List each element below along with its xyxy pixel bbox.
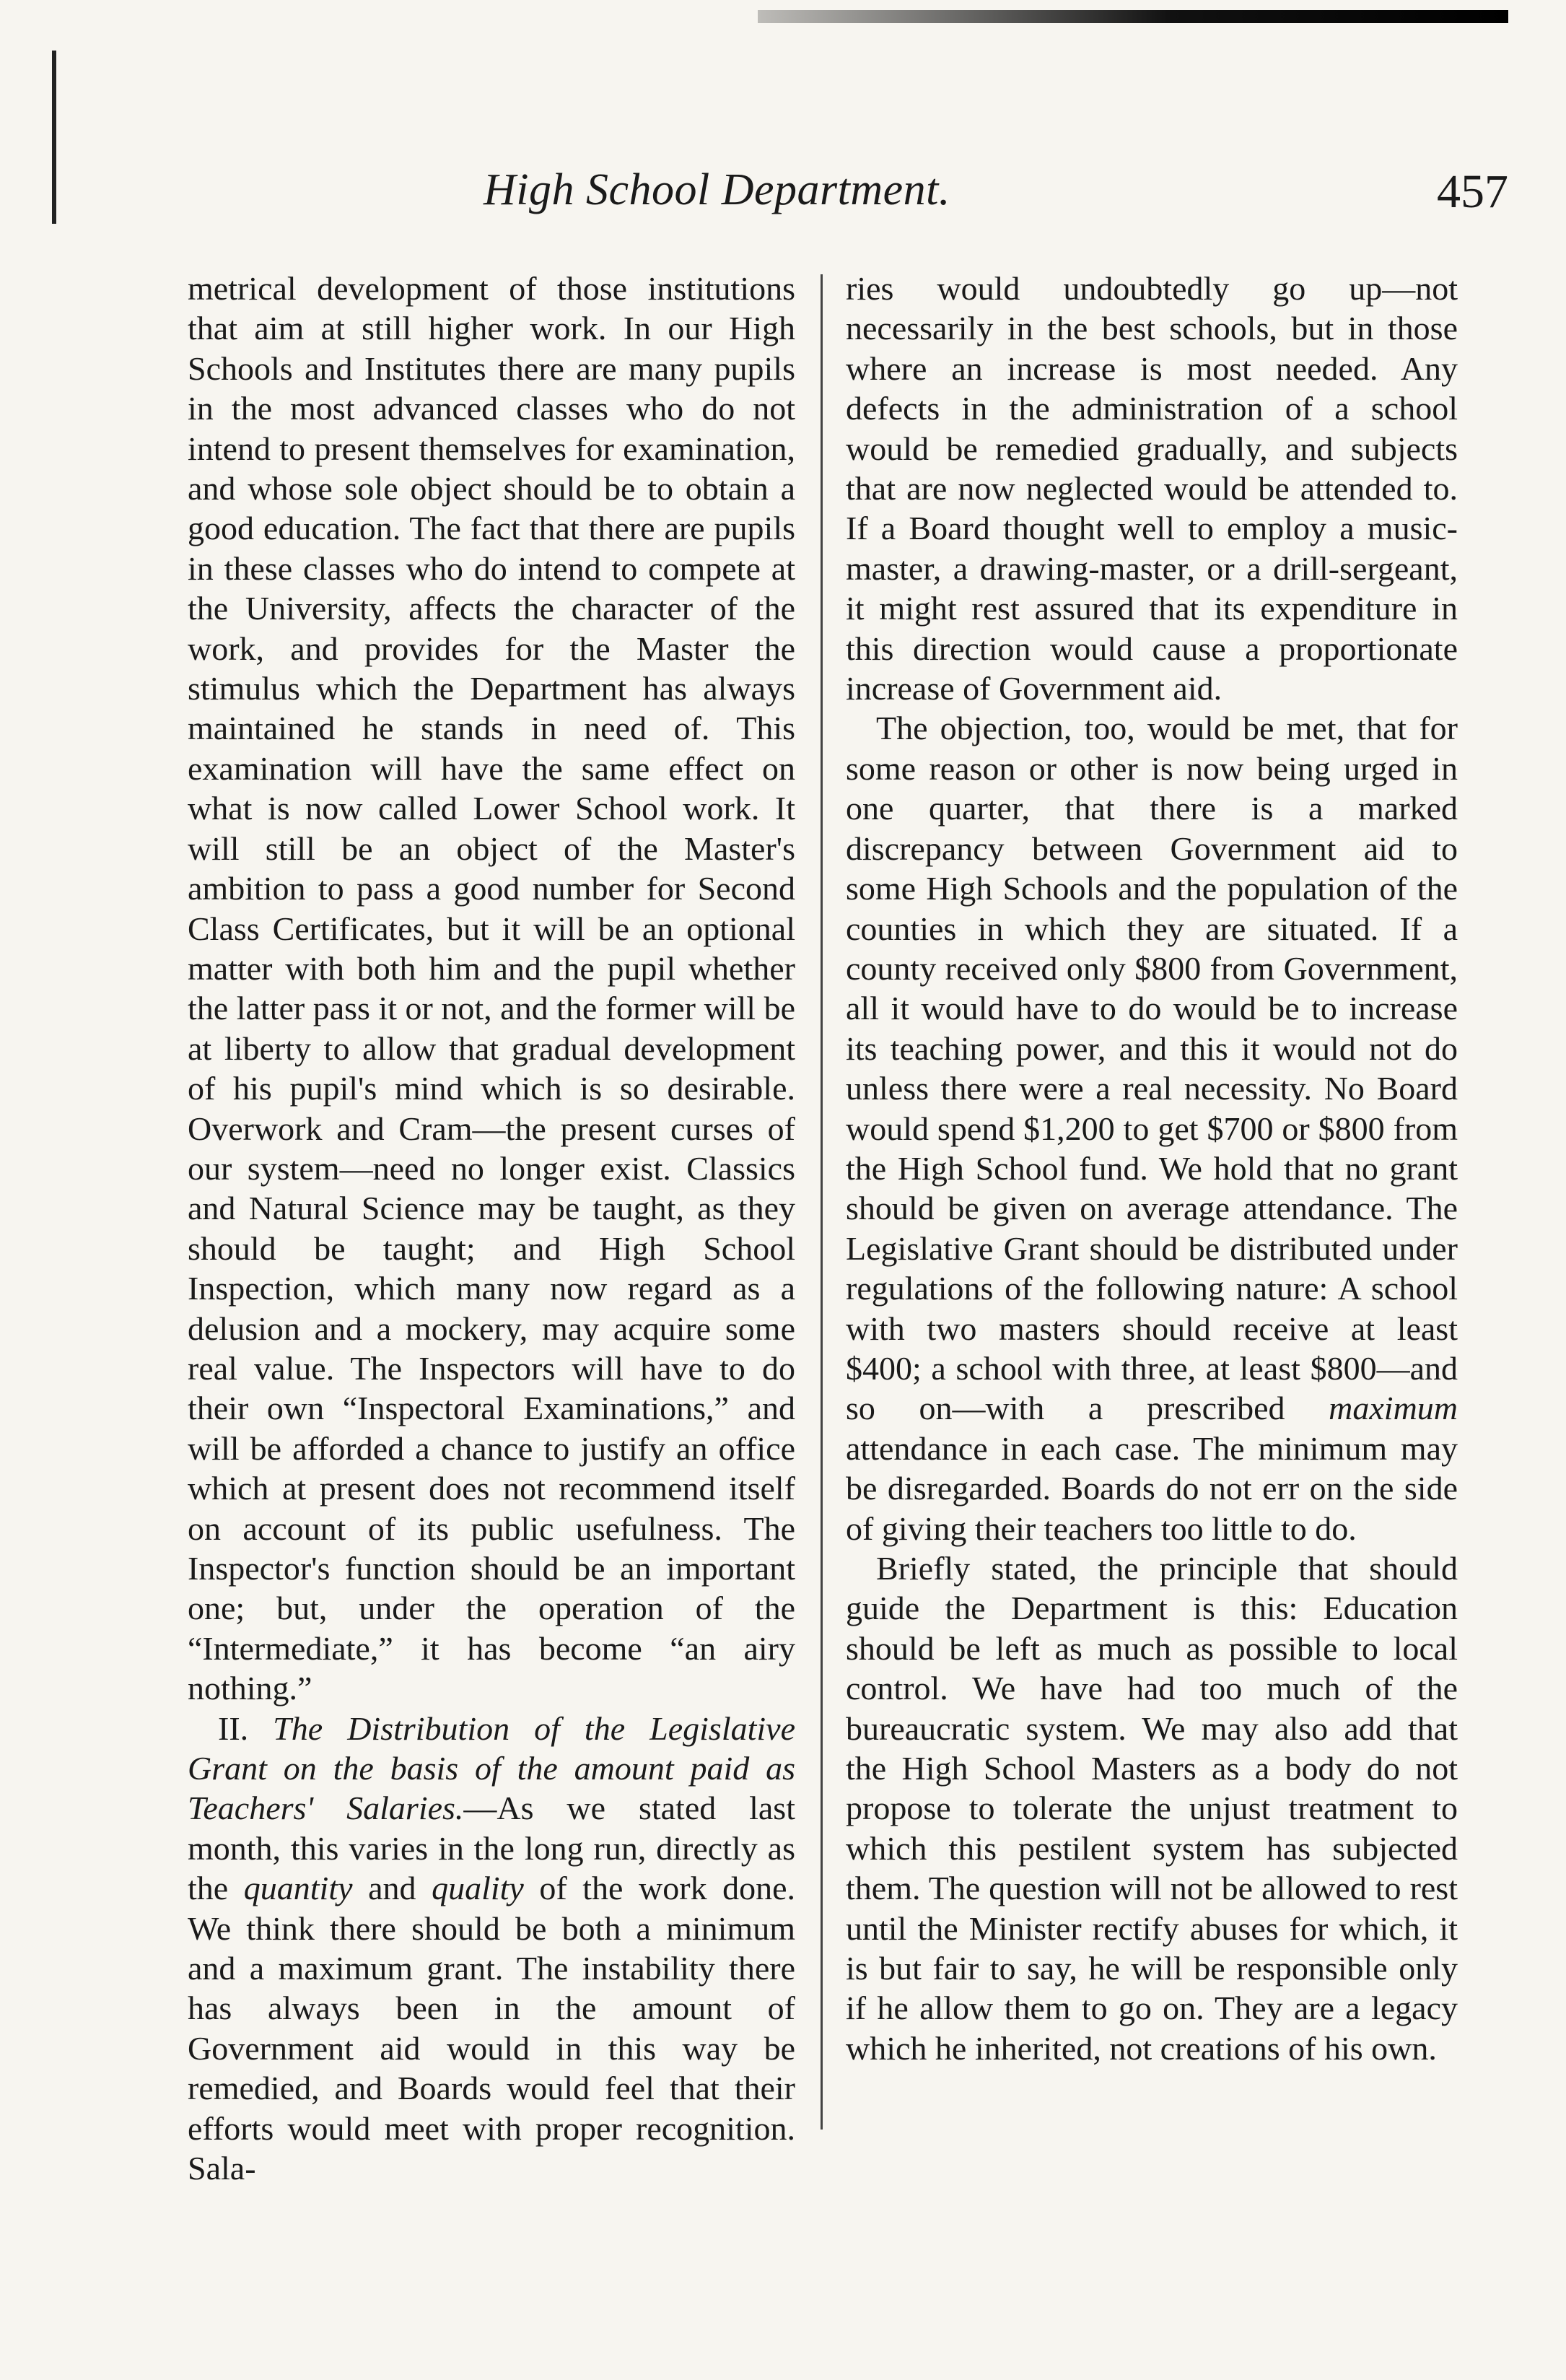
paragraph-distribution: II. The Distribution of the Legislative Grant on the basis of the amount paid as Teachers' Salaries.—As we stated last month, this varies in the long run, directly as the quantity and quality of the work done. We think there should be both a minimum and a maximum grant. The instability there has always been in the amount of Government aid would in this way be remedied, and Boards would feel that their efforts would meet with proper recognition. Sala- [188,1709,796,2187]
page-number: 457 [1437,165,1508,218]
section-numeral: II. [218,1709,249,1747]
paragraph: The objection, too, would be met, that for some reason or other is now being urged in one quarter, that there is a marked discrepancy between Government aid to some High Schools and the population of the counties in which they are situated. If a county received only $800 from Government, all it would have to do would be to increase its teaching power, and this it would not do unless there were a real necessity. No Board would spend $1,200 to get $700 or $800 from the High School fund. We hold that no grant should be given on average attendance. The Legislative Grant should be distributed under regulations of the following nature: A school with two masters should receive at least $400; a school with three, at least $800—and so on—with a prescribed maximum attendance in each case. The minimum may be disregarded. Boards do not err on the side of giving their teachers too little to do. [846,710,1458,1547]
section-heading: The Distribution of the Legislative Grant on the basis of the amount paid as Teachers' Salaries. [188,1709,796,1827]
left-column [188,269,795,2189]
column-divider [821,274,823,2130]
paragraph: Briefly stated, the principle that should guide the Department is this: Education should be left as much as possible to local control. We have had too much of the bureaucratic system. We may also add that the High School Masters as a body do not propose to tolerate the unjust treatment to which this pestilent system has subjected them. The question will not be allowed to rest until the Minister rectify abuses for which, it is but fair to say, he will be responsible only if he allow them to go on. They are a legacy which he inherited, not creations of his own. [846,1550,1458,2067]
scan-margin-mark [52,51,56,224]
page-header [188,152,1508,231]
paragraph: ries would undoubtedly go up—not necessarily in the best schools, but in those where an increase is most needed. Any defects in the administration of a school would be remedied gradually, and subjects that are now neglected would be attended to. If a Board thought well to employ a music-master, a drawing-master, or a drill-sergeant, it might rest assured that its expenditure in this direction would cause a proportionate increase of Government aid. [846,270,1458,707]
paragraph: metrical development of those institutions that aim at still higher work. In our High Schools and Institutes there are many pupils in the most advanced classes who do not intend to present themselves for examination, and whose sole object should be to obtain a good education. The fact that there are pupils in these classes who do intend to compete at the University, affects the character of the work, and provides for the Master the stimulus which the Department has always maintained he stands in need of. This examination will have the same effect on what is now called Lower School work. It will still be an object of the Master's ambition to pass a good number for Second Class Certificates, but it will be an optional matter with both him and the pupil whether the latter pass it or not, and the former will be at liberty to allow that gradual development of his pupil's mind which is so desirable. Overwork and Cram—the present curses of our system—need no longer exist. Classics and Natural Science may be taught, as they should be taught; and High School Inspection, which many now regard as a delusion and a mockery, may acquire some real value. The Inspectors will have to do their own “Inspectoral Examinations,” and will be afforded a chance to justify an office which at present does not recommend itself on account of its public usefulness. The Inspector's function should be an important one; but, under the operation of the “Intermediate,” it has become “an airy nothing.” [188,270,795,1707]
scan-edge-line [758,10,1508,23]
running-head: High School Department. [484,165,950,214]
right-column [846,269,1458,2068]
